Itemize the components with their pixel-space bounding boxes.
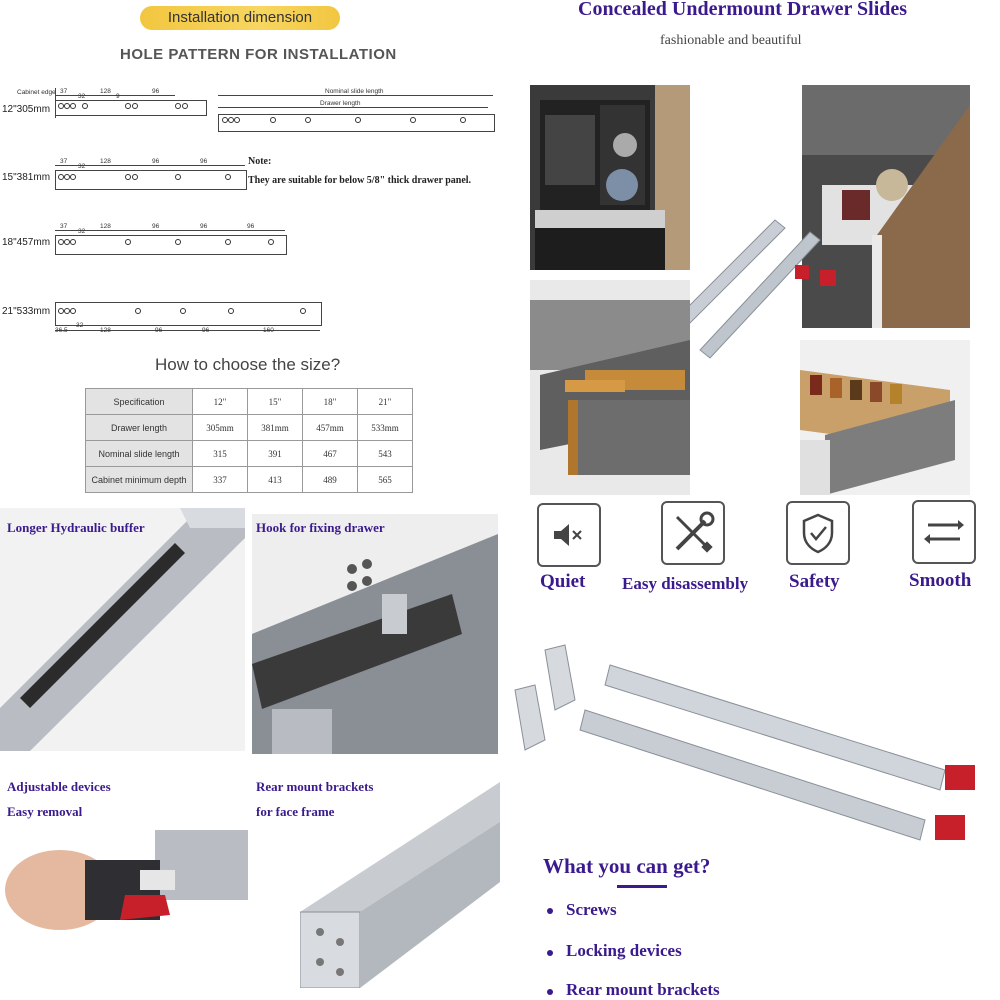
mounting-hole: [300, 308, 306, 314]
arrows-icon: [912, 500, 976, 564]
mounting-hole: [355, 117, 361, 123]
dim-96: 96: [247, 223, 255, 230]
slides-product-photo: [670, 210, 850, 360]
dim-32: 32: [76, 322, 84, 329]
drawer-photo-utensils: [530, 280, 690, 495]
table-row-label: Drawer length: [86, 415, 193, 441]
hook-photo: [252, 514, 498, 754]
slides-set-photo: [505, 640, 1000, 870]
mounting-hole: [234, 117, 240, 123]
dim-32: 32: [78, 228, 86, 235]
mounting-hole: [182, 103, 188, 109]
hook-illustration: [252, 514, 498, 754]
slide-rail-21: [55, 302, 322, 326]
table-cell: 413: [248, 467, 303, 493]
feature-quiet: Quiet: [540, 571, 586, 592]
table-column-header: 15": [248, 389, 303, 415]
dim-36-5: 36.5: [55, 327, 68, 334]
mounting-hole: [70, 239, 76, 245]
table-row: [86, 467, 413, 493]
dim-9: 9: [116, 93, 120, 100]
mounting-hole: [132, 174, 138, 180]
hydraulic-buffer-illustration: [0, 508, 245, 751]
mounting-hole: [225, 239, 231, 245]
table-column-header: 18": [303, 389, 358, 415]
caption-hook: Hook for fixing drawer: [256, 520, 385, 535]
mounting-hole: [228, 308, 234, 314]
caption-buffer: Longer Hydraulic buffer: [7, 520, 145, 535]
table-cell: 381mm: [248, 415, 303, 441]
installation-banner: Installation dimension: [140, 6, 340, 30]
caption-removal: Easy removal: [7, 804, 83, 819]
bullet-icon: [547, 908, 553, 914]
title-underline: [617, 885, 667, 888]
dim-128: 128: [100, 223, 111, 230]
table-header-cell: Specification: [86, 389, 193, 415]
mounting-hole: [125, 103, 131, 109]
note-text: They are suitable for below 5/8" thick drawer panel.: [248, 175, 472, 186]
mounting-hole: [175, 174, 181, 180]
caption-adjustable: Adjustable devices: [7, 779, 111, 794]
mounting-hole: [460, 117, 466, 123]
dim-96: 96: [152, 88, 160, 95]
size-label-12: 12"305mm: [2, 104, 51, 115]
table-cell: 543: [358, 441, 413, 467]
hole-pattern-title: HOLE PATTERN FOR INSTALLATION: [120, 46, 397, 63]
table-cell: 457mm: [303, 415, 358, 441]
mounting-hole: [70, 174, 76, 180]
dim-37: 37: [60, 88, 68, 95]
caption-rear-2: for face frame: [256, 804, 335, 819]
size-table-title: How to choose the size?: [155, 355, 341, 374]
shield-check-icon: [786, 501, 850, 565]
locking-device-illustration: [0, 825, 248, 945]
drawer-photo-spices: [800, 340, 970, 495]
dim-37: 37: [60, 158, 68, 165]
drawer-photo-kitchen: [530, 85, 690, 270]
buffer-photo: [0, 508, 245, 751]
table-row: [86, 389, 413, 415]
caption-rear-1: Rear mount brackets: [256, 779, 374, 794]
feature-smooth: Smooth: [909, 570, 972, 591]
mounting-hole: [268, 239, 274, 245]
get-item-screws: Screws: [566, 900, 617, 919]
mounting-hole: [125, 239, 131, 245]
dim-96: 96: [152, 223, 160, 230]
mounting-hole: [82, 103, 88, 109]
slide-rail-15: [55, 170, 247, 190]
table-row: [86, 415, 413, 441]
mounting-hole: [410, 117, 416, 123]
table-cell: 467: [303, 441, 358, 467]
drawer-length-line: [218, 107, 488, 108]
bullet-icon: [547, 950, 553, 956]
dim-96: 96: [202, 327, 210, 334]
dim-37: 37: [60, 223, 68, 230]
table-cell: 305mm: [193, 415, 248, 441]
rear-bracket-illustration: [300, 782, 500, 988]
size-label-18: 18"457mm: [2, 237, 51, 248]
table-row-label: Nominal slide length: [86, 441, 193, 467]
size-label-21: 21"533mm: [2, 306, 51, 317]
product-subtitle: fashionable and beautiful: [660, 33, 802, 48]
table-cell: 391: [248, 441, 303, 467]
size-table: [85, 388, 413, 493]
drawer-utensils-illustration: [530, 280, 690, 495]
feature-easy-disassembly: Easy disassembly: [622, 574, 749, 593]
dim-128: 128: [100, 88, 111, 95]
tools-icon: [661, 501, 725, 565]
nominal-slide-length-label: Nominal slide length: [325, 88, 384, 95]
mounting-hole: [225, 174, 231, 180]
table-row: [86, 441, 413, 467]
dimension-line: [55, 95, 175, 96]
drawer-kitchen-illustration: [530, 85, 690, 270]
size-label-15: 15"381mm: [2, 172, 51, 183]
hole-pattern-diagram: [0, 80, 510, 340]
table-cell: 565: [358, 467, 413, 493]
mute-speaker-icon: [537, 503, 601, 567]
mounting-hole: [270, 117, 276, 123]
table-column-header: 21": [358, 389, 413, 415]
rear-bracket-photo: [300, 782, 500, 988]
adjustable-photo: [0, 825, 248, 945]
slide-rail-18: [55, 235, 287, 255]
product-title: Concealed Undermount Drawer Slides: [578, 0, 908, 20]
nominal-slide-length-line: [218, 95, 493, 96]
mounting-hole: [70, 308, 76, 314]
mounting-hole: [70, 103, 76, 109]
get-item-locking-devices: Locking devices: [566, 941, 682, 960]
dim-128: 128: [100, 158, 111, 165]
mounting-hole: [135, 308, 141, 314]
slides-set-illustration: [505, 640, 1000, 870]
dim-96: 96: [152, 158, 160, 165]
dimension-line: [55, 230, 285, 231]
dim-128: 128: [100, 327, 111, 334]
table-row-label: Cabinet minimum depth: [86, 467, 193, 493]
dimension-line: [55, 330, 320, 331]
dim-32: 32: [78, 163, 86, 170]
dim-160: 160: [263, 327, 274, 334]
bullet-icon: [547, 989, 553, 995]
table-cell: 315: [193, 441, 248, 467]
dim-96: 96: [155, 327, 163, 334]
cabinet-edge-label: Cabinet edge: [17, 89, 56, 96]
table-cell: 533mm: [358, 415, 413, 441]
mounting-hole: [175, 103, 181, 109]
feature-safety: Safety: [789, 571, 840, 592]
mounting-hole: [305, 117, 311, 123]
table-cell: 337: [193, 467, 248, 493]
drawer-spices-illustration: [800, 340, 970, 495]
note-title: Note:: [248, 156, 272, 167]
dim-96: 96: [200, 158, 208, 165]
mounting-hole: [132, 103, 138, 109]
dim-96: 96: [200, 223, 208, 230]
table-column-header: 12": [193, 389, 248, 415]
mounting-hole: [180, 308, 186, 314]
mounting-hole: [175, 239, 181, 245]
drawer-slides-illustration: [670, 210, 850, 360]
what-you-get-title: What you can get?: [543, 854, 711, 878]
table-cell: 489: [303, 467, 358, 493]
mounting-hole: [125, 174, 131, 180]
drawer-length-label: Drawer length: [320, 100, 361, 107]
get-item-rear-brackets: Rear mount brackets: [566, 980, 720, 999]
dim-32: 32: [78, 93, 86, 100]
